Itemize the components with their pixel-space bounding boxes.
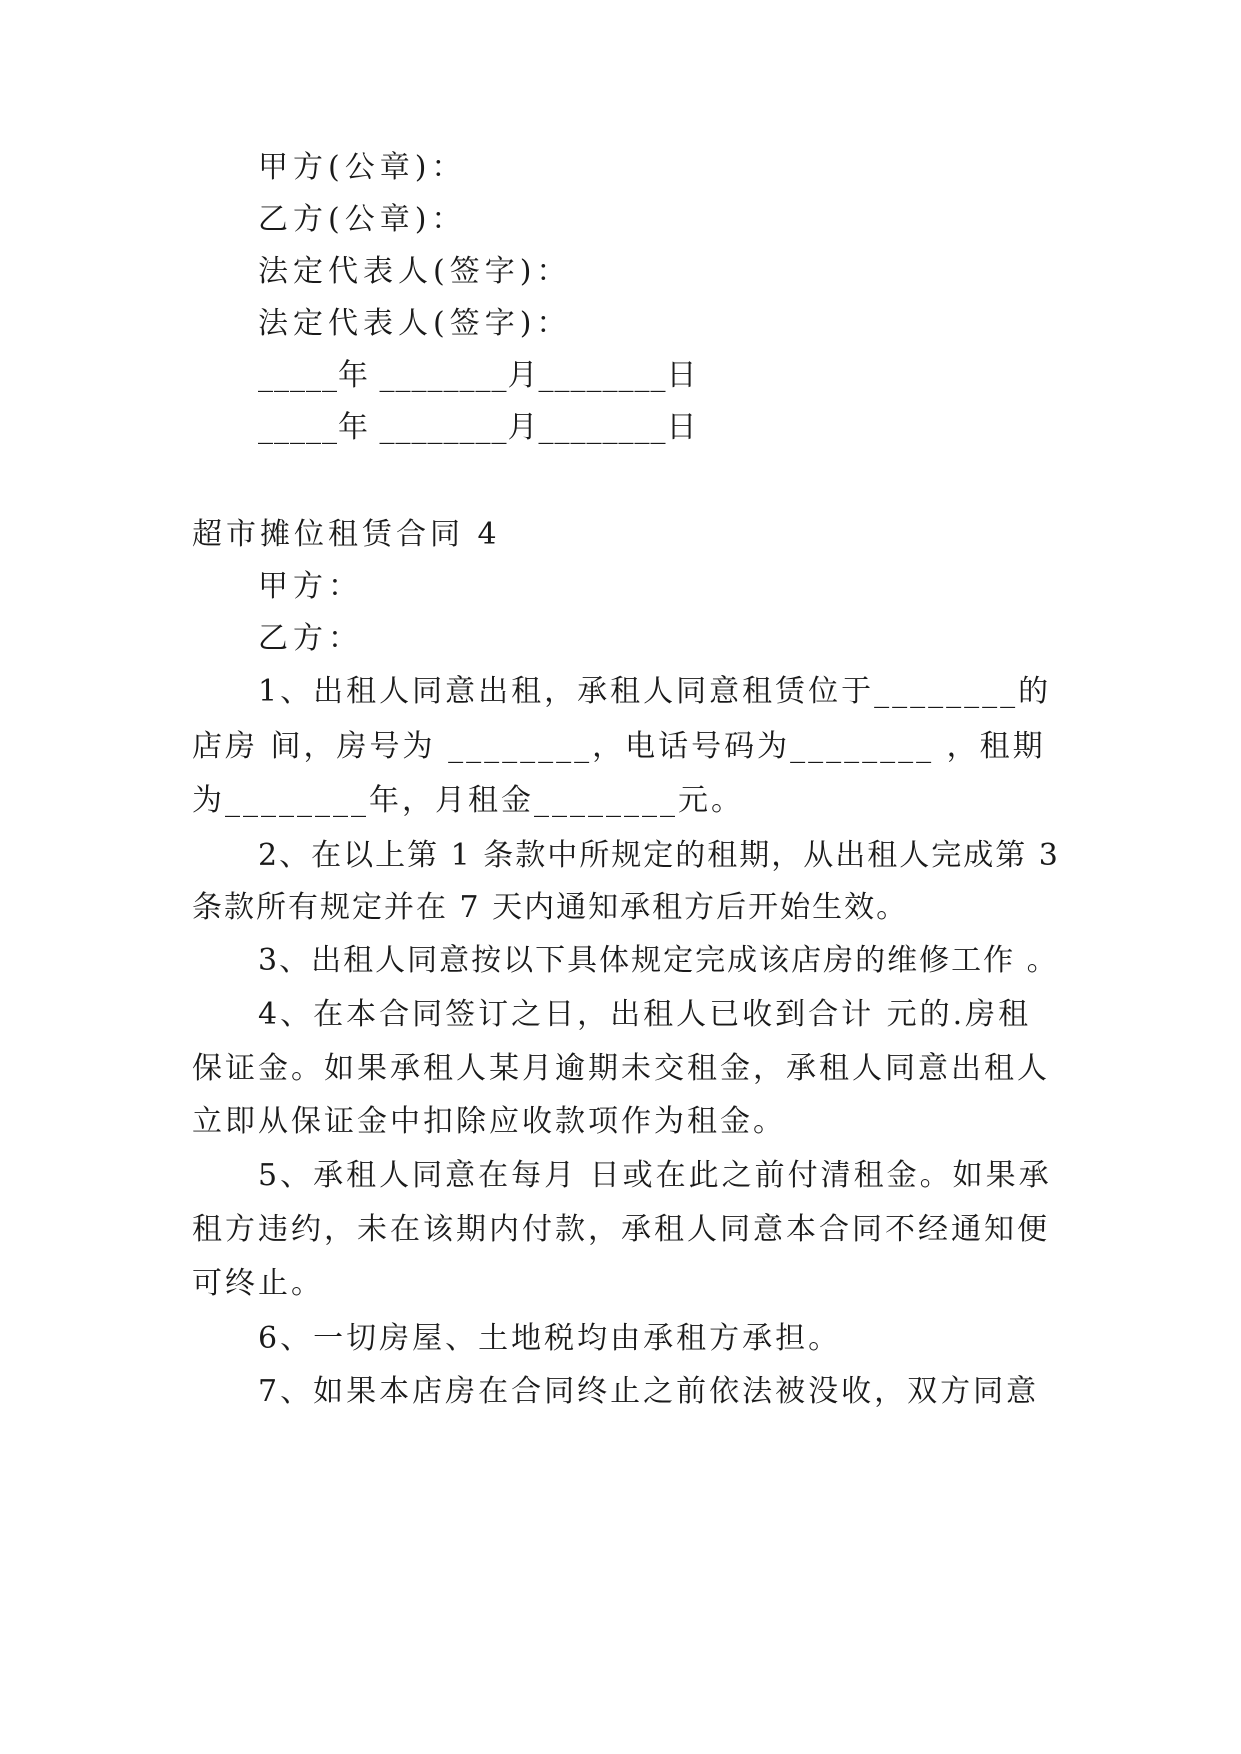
party-a-seal-line: 甲方(公章)： xyxy=(258,150,467,185)
date-line: _____年 ________月________日 xyxy=(258,410,698,445)
clause-2-line: 2、在以上第 1 条款中所规定的租期，从出租人完成第 3 xyxy=(258,838,1060,873)
contract-title: 超市摊位租赁合同 4 xyxy=(192,517,501,552)
clause-4-line: 保证金。如果承租人某月逾期未交租金，承租人同意出租人 xyxy=(192,1051,1050,1086)
clause-3-line: 3、出租人同意按以下具体规定完成该店房的维修工作 。 xyxy=(258,943,1059,978)
legal-rep-signature-line: 法定代表人(签字)： xyxy=(258,306,572,341)
clause-5-line: 租方违约，未在该期内付款，承租人同意本合同不经通知便 xyxy=(192,1212,1050,1247)
clause-4-line: 4、在本合同签订之日，出租人已收到合计 元的.房租 xyxy=(258,997,1032,1032)
clause-1-line: 店房 间，房号为 ________，电话号码为________ ，租期 xyxy=(192,729,1046,764)
clause-5-line: 5、承租人同意在每月 日或在此之前付清租金。如果承 xyxy=(258,1158,1052,1193)
clause-4-line: 立即从保证金中扣除应收款项作为租金。 xyxy=(192,1104,786,1139)
date-line: _____年 ________月________日 xyxy=(258,358,698,393)
clause-1-line: 为________年，月租金________元。 xyxy=(192,783,744,818)
clause-7-line: 7、如果本店房在合同终止之前依法被没收，双方同意 xyxy=(258,1374,1040,1409)
clause-6-line: 6、一切房屋、土地税均由承租方承担。 xyxy=(258,1321,842,1356)
legal-rep-signature-line: 法定代表人(签字)： xyxy=(258,254,572,289)
party-b-label: 乙方： xyxy=(258,621,363,656)
clause-2-line: 条款所有规定并在 7 天内通知承租方后开始生效。 xyxy=(192,890,909,925)
party-b-seal-line: 乙方(公章)： xyxy=(258,202,467,237)
clause-5-line: 可终止。 xyxy=(192,1266,324,1301)
clause-1-line: 1、出租人同意出租，承租人同意租赁位于________的 xyxy=(258,674,1052,709)
party-a-label: 甲方： xyxy=(258,569,363,604)
